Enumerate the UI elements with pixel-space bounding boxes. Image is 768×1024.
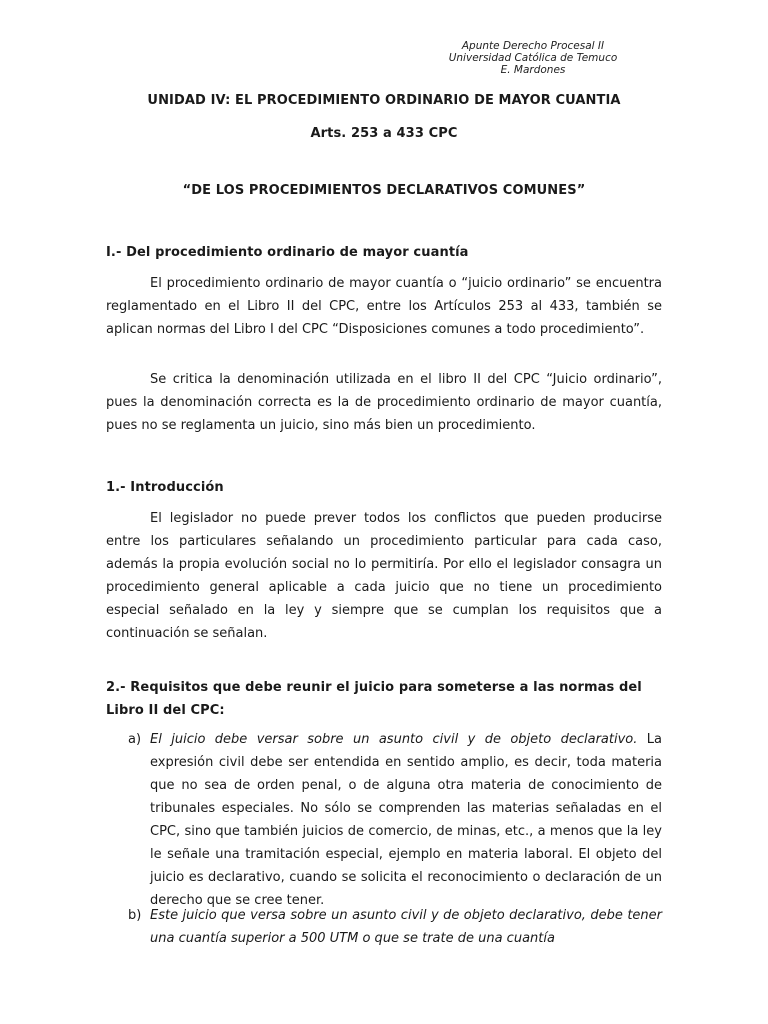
- list-item-emphasis: El juicio debe versar sobre un asunto civil y de objeto declarativo.: [150, 732, 638, 747]
- paragraph: [106, 507, 662, 645]
- list-item-text: La expresión civil debe ser entendida en sentido amplio, es decir, toda materia que no sea de orden penal, o de alguna otra materia de conocimiento de tribunales especiales. No sólo se comprenden las materias señaladas en el CPC, sino que también juicios de comercio, de minas, etc., a menos que la ley le señale una tramitación especial, ejemplo en materia laboral. El objeto del juicio es declarativo, cuando se solicita el reconocimiento o declaración de un derecho que se cree tener.: [150, 732, 663, 908]
- header-note: [413, 40, 653, 76]
- subtitle: “DE LOS PROCEDIMIENTOS DECLARATIVOS COMUNES”: [182, 183, 586, 198]
- header-note-line: Universidad Católica de Temuco: [448, 52, 618, 64]
- section-heading: 1.- Introducción: [106, 480, 224, 495]
- list-item-body: [150, 904, 662, 950]
- paragraph-text: El procedimiento ordinario de mayor cuantía o “juicio ordinario” se encuentra reglamentado en el Libro II del CPC, entre los Artículos 253 al 433, también se aplican normas del Libro I del CPC “Disposiciones comunes a todo procedimiento”.: [106, 276, 662, 337]
- header-note-line: E. Mardones: [500, 64, 566, 76]
- paragraph-text: Se critica la denominación utilizada en el libro II del CPC “Juicio ordinario”, pues la denominación correcta es la de procedimiento ordinario de mayor cuantía, pues no se reglamenta un juicio, sino más bien un procedimiento.: [106, 372, 662, 433]
- section-heading: I.- Del procedimiento ordinario de mayor cuantía: [106, 245, 469, 260]
- list-item-emphasis: Este juicio que versa sobre un asunto civil y de objeto declarativo, debe tener una cuantía superior a 500 UTM o que se trate de una cuantía: [150, 908, 662, 946]
- list-item: [128, 904, 662, 950]
- list-marker: b): [128, 908, 142, 923]
- paragraph-text: El legislador no puede prever todos los conflictos que pueden producirse entre los particulares señalando un procedimiento particular para cada caso, además la propia evolución social no lo permitiría. Por ello el legislador consagra un procedimiento general aplicable a cada juicio que no tiene un procedimiento especial señalado en la ley y siempre que se cumplan los requisitos que a continuación se señalan.: [106, 511, 662, 641]
- list-item-body: [150, 728, 662, 912]
- header-note-line: Apunte Derecho Procesal II: [461, 40, 605, 52]
- paragraph: [106, 272, 662, 341]
- section-heading: 2.- Requisitos que debe reunir el juicio para someterse a las normas del Libro II del CPC:: [106, 680, 642, 718]
- articles-title: Arts. 253 a 433 CPC: [310, 126, 458, 141]
- unit-title: UNIDAD IV: EL PROCEDIMIENTO ORDINARIO DE MAYOR CUANTIA: [147, 93, 621, 108]
- list-marker: a): [128, 732, 142, 747]
- list-item: [128, 728, 662, 912]
- paragraph: [106, 368, 662, 437]
